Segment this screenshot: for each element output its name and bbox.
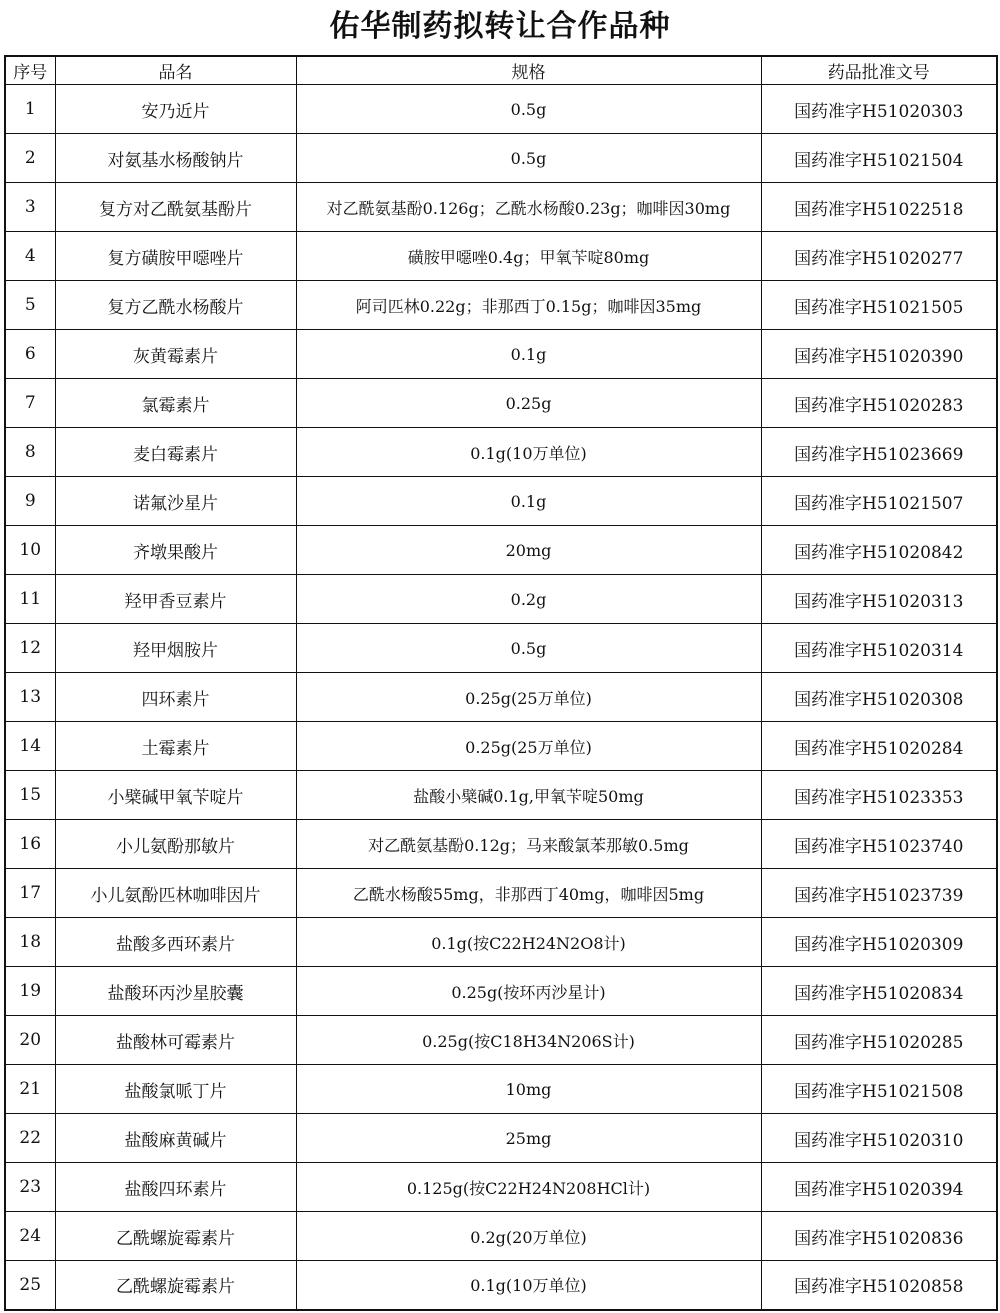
cell-number: 7 — [5, 379, 55, 428]
cell-approval: 国药准字H51022518 — [761, 183, 997, 232]
cell-name: 四环素片 — [55, 673, 296, 722]
cell-number: 13 — [5, 673, 55, 722]
cell-number: 8 — [5, 428, 55, 477]
cell-number: 14 — [5, 722, 55, 771]
cell-name: 复方乙酰水杨酸片 — [55, 281, 296, 330]
cell-spec: 0.1g(10万单位) — [296, 1261, 761, 1310]
cell-spec: 对乙酰氨基酚0.12g；马来酸氯苯那敏0.5mg — [296, 820, 761, 869]
cell-number: 2 — [5, 134, 55, 183]
table-row — [5, 379, 997, 428]
cell-approval: 国药准字H51020277 — [761, 232, 997, 281]
cell-number: 5 — [5, 281, 55, 330]
cell-number: 22 — [5, 1114, 55, 1163]
cell-name: 羟甲烟胺片 — [55, 624, 296, 673]
cell-name: 土霉素片 — [55, 722, 296, 771]
table-row — [5, 281, 997, 330]
cell-approval: 国药准字H51021507 — [761, 477, 997, 526]
table-row — [5, 967, 997, 1016]
cell-spec: 磺胺甲噁唑0.4g；甲氧苄啶80mg — [296, 232, 761, 281]
column-header-number: 序号 — [5, 56, 55, 85]
cell-approval: 国药准字H51020394 — [761, 1163, 997, 1212]
cell-name: 乙酰螺旋霉素片 — [55, 1261, 296, 1310]
cell-approval: 国药准字H51020836 — [761, 1212, 997, 1261]
cell-spec: 0.1g(按C22H24N2O8计) — [296, 918, 761, 967]
table-row — [5, 85, 997, 134]
cell-approval: 国药准字H51021505 — [761, 281, 997, 330]
cell-name: 复方对乙酰氨基酚片 — [55, 183, 296, 232]
cell-name: 盐酸多西环素片 — [55, 918, 296, 967]
cell-name: 灰黄霉素片 — [55, 330, 296, 379]
cell-spec: 阿司匹林0.22g；非那西丁0.15g；咖啡因35mg — [296, 281, 761, 330]
cell-approval: 国药准字H51020309 — [761, 918, 997, 967]
cell-name: 小檗碱甲氧苄啶片 — [55, 771, 296, 820]
cell-approval: 国药准字H51020310 — [761, 1114, 997, 1163]
cell-spec: 0.2g(20万单位) — [296, 1212, 761, 1261]
cell-name: 齐墩果酸片 — [55, 526, 296, 575]
table-row — [5, 330, 997, 379]
table-header-row — [5, 56, 997, 85]
table-row — [5, 1016, 997, 1065]
cell-number: 10 — [5, 526, 55, 575]
table-row — [5, 722, 997, 771]
table-row — [5, 1261, 997, 1310]
cell-name: 盐酸四环素片 — [55, 1163, 296, 1212]
table-row — [5, 232, 997, 281]
cell-name: 安乃近片 — [55, 85, 296, 134]
cell-number: 20 — [5, 1016, 55, 1065]
cell-spec: 0.25g(按C18H34N206S计) — [296, 1016, 761, 1065]
cell-approval: 国药准字H51021508 — [761, 1065, 997, 1114]
cell-spec: 0.25g(25万单位) — [296, 722, 761, 771]
cell-spec: 0.5g — [296, 85, 761, 134]
table-row — [5, 183, 997, 232]
cell-approval: 国药准字H51020313 — [761, 575, 997, 624]
cell-approval: 国药准字H51020834 — [761, 967, 997, 1016]
cell-approval: 国药准字H51020390 — [761, 330, 997, 379]
table-row — [5, 771, 997, 820]
cell-name: 乙酰螺旋霉素片 — [55, 1212, 296, 1261]
cell-spec: 0.2g — [296, 575, 761, 624]
cell-name: 小儿氨酚那敏片 — [55, 820, 296, 869]
cell-spec: 20mg — [296, 526, 761, 575]
cell-name: 氯霉素片 — [55, 379, 296, 428]
cell-name: 对氨基水杨酸钠片 — [55, 134, 296, 183]
cell-approval: 国药准字H51020303 — [761, 85, 997, 134]
cell-number: 12 — [5, 624, 55, 673]
cell-spec: 0.25g(25万单位) — [296, 673, 761, 722]
cell-number: 15 — [5, 771, 55, 820]
table-row — [5, 134, 997, 183]
cell-number: 3 — [5, 183, 55, 232]
cell-number: 16 — [5, 820, 55, 869]
table-row — [5, 1212, 997, 1261]
cell-spec: 10mg — [296, 1065, 761, 1114]
cell-name: 盐酸氯哌丁片 — [55, 1065, 296, 1114]
cell-spec: 乙酰水杨酸55mg，非那西丁40mg，咖啡因5mg — [296, 869, 761, 918]
cell-spec: 0.5g — [296, 134, 761, 183]
cell-name: 盐酸林可霉素片 — [55, 1016, 296, 1065]
cell-number: 24 — [5, 1212, 55, 1261]
cell-name: 盐酸环丙沙星胶囊 — [55, 967, 296, 1016]
page-title: 佑华制药拟转让合作品种 — [329, 9, 671, 44]
cell-spec: 0.125g(按C22H24N208HCl计) — [296, 1163, 761, 1212]
cell-approval: 国药准字H51020308 — [761, 673, 997, 722]
cell-approval: 国药准字H51020858 — [761, 1261, 997, 1310]
cell-name: 诺氟沙星片 — [55, 477, 296, 526]
cell-spec: 0.1g — [296, 477, 761, 526]
cell-number: 23 — [5, 1163, 55, 1212]
cell-approval: 国药准字H51023740 — [761, 820, 997, 869]
table-row — [5, 624, 997, 673]
cell-approval: 国药准字H51023739 — [761, 869, 997, 918]
cell-approval: 国药准字H51021504 — [761, 134, 997, 183]
cell-number: 4 — [5, 232, 55, 281]
cell-number: 1 — [5, 85, 55, 134]
table-row — [5, 820, 997, 869]
cell-name: 麦白霉素片 — [55, 428, 296, 477]
cell-name: 复方磺胺甲噁唑片 — [55, 232, 296, 281]
cell-approval: 国药准字H51020314 — [761, 624, 997, 673]
cell-number: 19 — [5, 967, 55, 1016]
cell-number: 11 — [5, 575, 55, 624]
column-header-name: 品名 — [55, 56, 296, 85]
cell-spec: 0.1g(10万单位) — [296, 428, 761, 477]
cell-spec: 0.5g — [296, 624, 761, 673]
table-row — [5, 526, 997, 575]
cell-spec: 对乙酰氨基酚0.126g；乙酰水杨酸0.23g；咖啡因30mg — [296, 183, 761, 232]
cell-name: 盐酸麻黄碱片 — [55, 1114, 296, 1163]
table-row — [5, 477, 997, 526]
column-header-approval: 药品批准文号 — [761, 56, 997, 85]
product-table — [4, 55, 998, 1311]
cell-approval: 国药准字H51023353 — [761, 771, 997, 820]
table-row — [5, 1163, 997, 1212]
table-row — [5, 918, 997, 967]
cell-spec: 盐酸小檗碱0.1g,甲氧苄啶50mg — [296, 771, 761, 820]
table-row — [5, 673, 997, 722]
cell-approval: 国药准字H51020283 — [761, 379, 997, 428]
cell-approval: 国药准字H51020842 — [761, 526, 997, 575]
cell-spec: 0.25g — [296, 379, 761, 428]
cell-spec: 25mg — [296, 1114, 761, 1163]
cell-approval: 国药准字H51020284 — [761, 722, 997, 771]
cell-spec: 0.25g(按环丙沙星计) — [296, 967, 761, 1016]
cell-name: 羟甲香豆素片 — [55, 575, 296, 624]
cell-number: 17 — [5, 869, 55, 918]
cell-spec: 0.1g — [296, 330, 761, 379]
cell-number: 21 — [5, 1065, 55, 1114]
cell-name: 小儿氨酚匹林咖啡因片 — [55, 869, 296, 918]
table-row — [5, 428, 997, 477]
cell-number: 6 — [5, 330, 55, 379]
column-header-spec: 规格 — [296, 56, 761, 85]
cell-number: 9 — [5, 477, 55, 526]
cell-approval: 国药准字H51023669 — [761, 428, 997, 477]
table-row — [5, 1065, 997, 1114]
table-row — [5, 869, 997, 918]
cell-approval: 国药准字H51020285 — [761, 1016, 997, 1065]
table-row — [5, 575, 997, 624]
table-row — [5, 1114, 997, 1163]
cell-number: 18 — [5, 918, 55, 967]
table-body — [5, 85, 997, 1310]
cell-number: 25 — [5, 1261, 55, 1310]
